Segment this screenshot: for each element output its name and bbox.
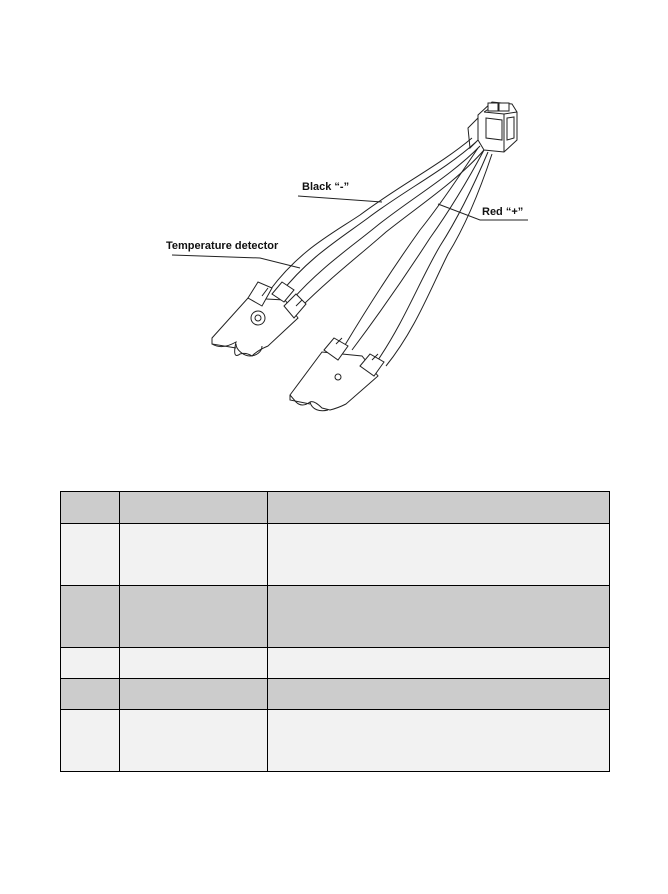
table-cell bbox=[120, 710, 268, 772]
black-leader-line bbox=[298, 196, 382, 202]
table-row bbox=[61, 586, 610, 648]
table-cell bbox=[120, 586, 268, 648]
table-cell bbox=[61, 679, 120, 710]
black-negative-label: Black “-” bbox=[302, 181, 350, 193]
wires-right-branch bbox=[345, 148, 492, 366]
wires-left-branch bbox=[270, 138, 484, 308]
table-cell bbox=[61, 648, 120, 679]
table-cell bbox=[61, 710, 120, 772]
table-cell bbox=[120, 648, 268, 679]
red-positive-label: Red “+” bbox=[482, 206, 524, 218]
table-cell bbox=[268, 710, 610, 772]
left-ring-lug bbox=[212, 282, 306, 356]
table-row bbox=[61, 648, 610, 679]
table-cell bbox=[120, 524, 268, 586]
table-cell bbox=[268, 586, 610, 648]
table-cell bbox=[61, 524, 120, 586]
connector-plug bbox=[468, 102, 517, 152]
table-cell bbox=[268, 679, 610, 710]
right-ring-lug bbox=[290, 338, 384, 411]
table-cell bbox=[120, 679, 268, 710]
table-row bbox=[61, 679, 610, 710]
temperature-leader-line bbox=[172, 255, 300, 268]
table-header-row bbox=[61, 492, 610, 524]
table-header-cell bbox=[120, 492, 268, 524]
table-cell bbox=[268, 524, 610, 586]
table-cell bbox=[268, 648, 610, 679]
table-header-cell bbox=[268, 492, 610, 524]
table-row bbox=[61, 710, 610, 772]
specification-table bbox=[60, 491, 610, 772]
table-header-cell bbox=[61, 492, 120, 524]
temperature-detector-label: Temperature detector bbox=[166, 240, 279, 252]
table-cell bbox=[61, 586, 120, 648]
table-row bbox=[61, 524, 610, 586]
